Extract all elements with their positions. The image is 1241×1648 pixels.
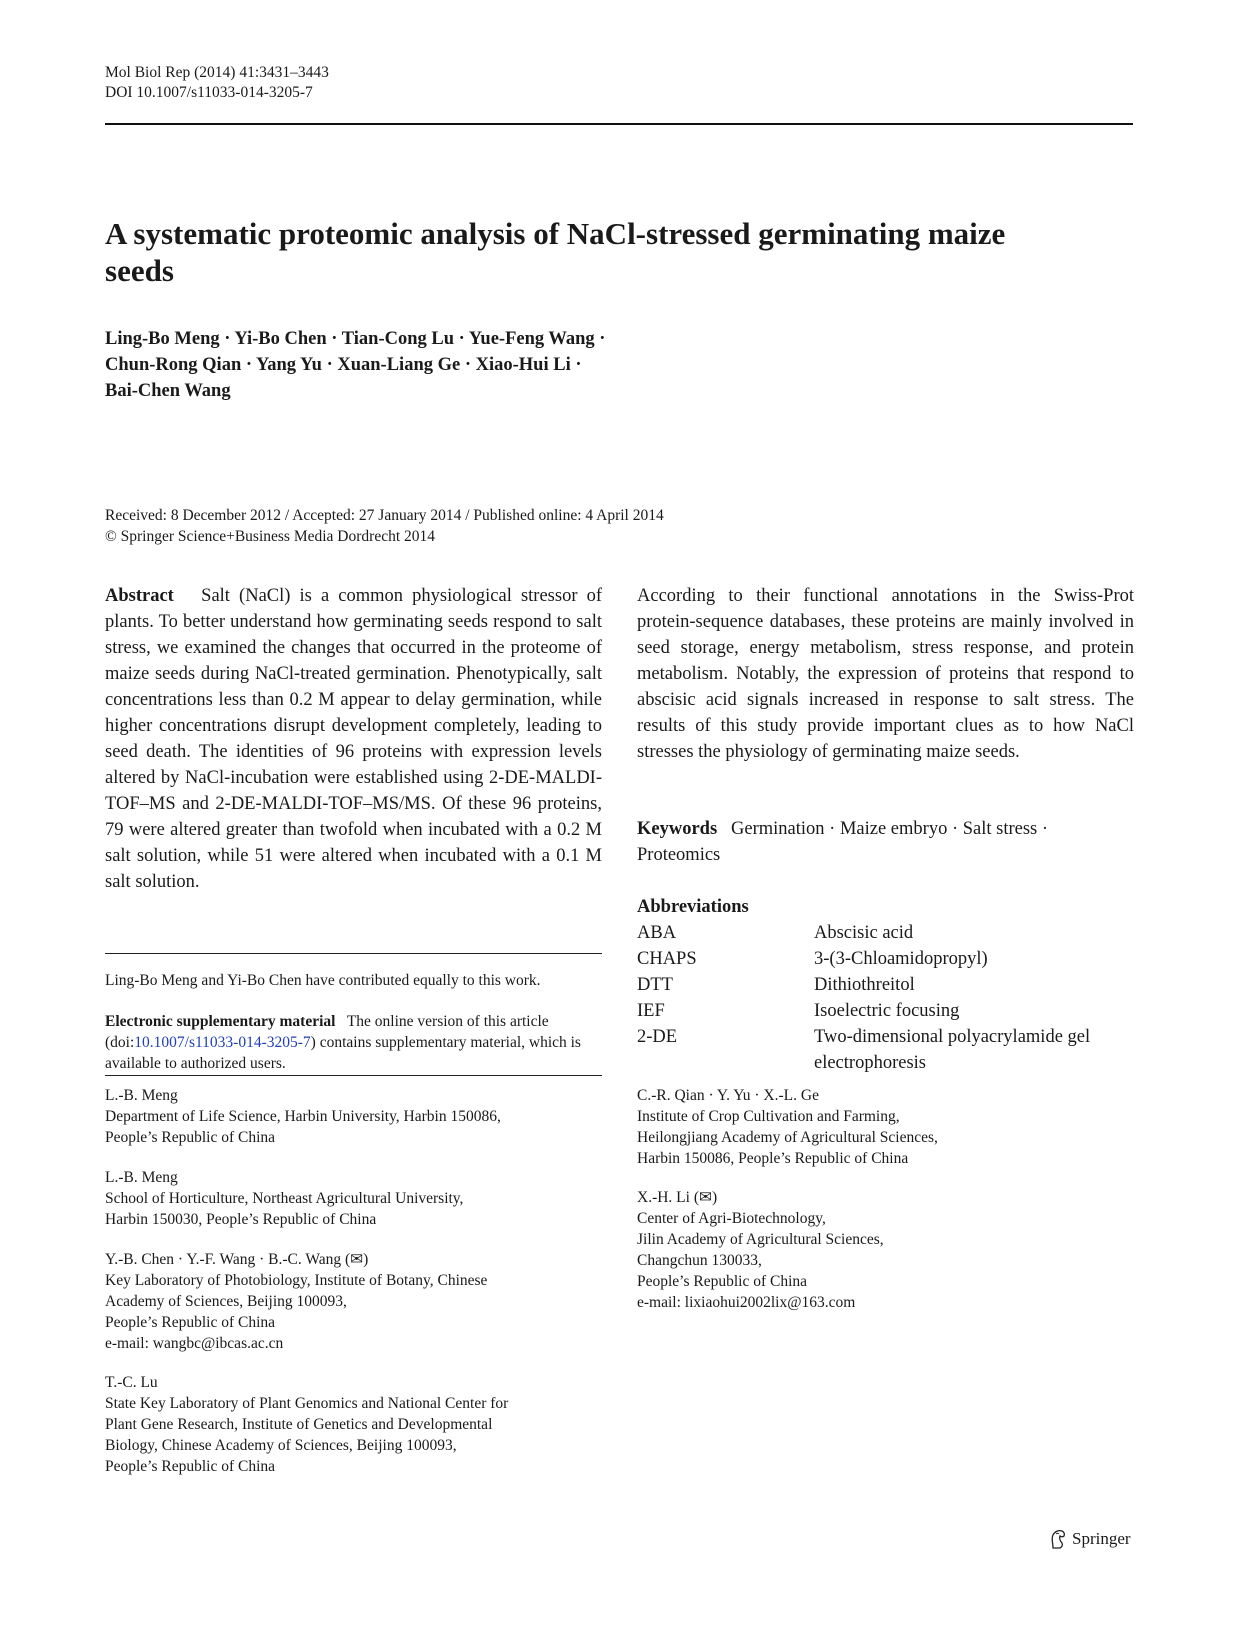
affiliation-block [637, 1085, 1134, 1169]
abbreviation-row [637, 1024, 1134, 1076]
affiliation-line: Plant Gene Research, Institute of Genetics and Developmental [105, 1416, 493, 1433]
affiliation-line: Center of Agri-Biotechnology, [637, 1210, 826, 1227]
paper-title: A systematic proteomic analysis of NaCl-stressed germinating maize seeds [105, 216, 1006, 288]
abbreviation-key: 2-DE [637, 1027, 678, 1047]
affiliation-name: L.-B. Meng [105, 1169, 178, 1186]
affiliation-line: People’s Republic of China [105, 1314, 276, 1331]
affiliation-line: State Key Laboratory of Plant Genomics and National Center for [105, 1395, 509, 1412]
author-line: Ling-Bo Meng · Yi-Bo Chen · Tian-Cong Lu · Yue-Feng Wang · [105, 329, 606, 349]
affiliation-name: T.-C. Lu [105, 1374, 158, 1391]
abstract-label: Abstract [105, 586, 174, 606]
affiliation-line: School of Horticulture, Northeast Agricultural University, [105, 1190, 464, 1207]
affiliation-block [637, 1187, 1134, 1313]
affiliation-line: Harbin 150086, People’s Republic of China [637, 1150, 909, 1167]
affiliation-line: Harbin 150030, People’s Republic of China [105, 1211, 377, 1228]
publication-dates [105, 505, 664, 547]
affiliation-name: X.-H. Li (✉) [637, 1189, 718, 1206]
affiliation-block [105, 1249, 602, 1354]
abbreviation-definition: Abscisic acid [814, 923, 914, 943]
affiliation-line: Department of Life Science, Harbin University, Harbin 150086, [105, 1108, 501, 1125]
abbreviation-key: ABA [637, 923, 677, 943]
header-rule [105, 123, 1133, 125]
publisher-logo [1048, 1528, 1131, 1550]
abbreviation-row [637, 998, 1134, 1024]
copyright-line: © Springer Science+Business Media Dordrecht 2014 [105, 528, 436, 545]
affiliation-line: Jilin Academy of Agricultural Sciences, [637, 1231, 884, 1248]
affiliation-line: People’s Republic of China [105, 1129, 276, 1146]
abbreviation-key: DTT [637, 975, 673, 995]
affiliation-block [105, 1372, 602, 1477]
abbreviation-row [637, 946, 1134, 972]
springer-horse-icon [1048, 1528, 1068, 1550]
keywords-label: Keywords [637, 819, 718, 839]
affiliation-line: Changchun 130033, [637, 1252, 762, 1269]
abbreviation-definition: Dithiothreitol [814, 975, 915, 995]
affiliation-block [105, 1167, 602, 1230]
affiliation-name: L.-B. Meng [105, 1087, 178, 1104]
author-line: Chun-Rong Qian · Yang Yu · Xuan-Liang Ge · Xiao-Hui Li · [105, 355, 582, 375]
abbreviation-row [637, 972, 1134, 998]
abbreviation-definition: Two-dimensional polyacrylamide gel electrophoresis [814, 1027, 1091, 1073]
affiliation-name: Y.-B. Chen · Y.-F. Wang · B.-C. Wang (✉) [105, 1251, 369, 1268]
footnote-rule [105, 953, 602, 954]
affiliation-line: Institute of Crop Cultivation and Farming, [637, 1108, 900, 1125]
esm-doi-link[interactable]: 10.1007/s11033-014-3205-7 [134, 1034, 311, 1051]
keywords-text: Germination · Maize embryo · Salt stress · Proteomics [637, 819, 1049, 865]
author-line: Bai-Chen Wang [105, 381, 231, 401]
affiliation-line: People’s Republic of China [637, 1273, 808, 1290]
keywords [637, 816, 1134, 868]
abbreviation-definition: 3-(3-Chloamidopropyl) [814, 949, 988, 969]
affiliation-email: e-mail: lixiaohui2002lix@163.com [637, 1294, 856, 1311]
abbreviation-row [637, 920, 1134, 946]
author-list [105, 326, 805, 404]
abbreviation-key: IEF [637, 1001, 665, 1021]
affiliation-line: Biology, Chinese Academy of Sciences, Beijing 100093, [105, 1437, 457, 1454]
abstract-left-column [105, 583, 602, 895]
esm-text-before: The online version of this article (doi: [105, 1013, 549, 1051]
esm-text-after: ) contains supplementary material, which is available to authorized users. [105, 1034, 581, 1072]
abbreviation-key: CHAPS [637, 949, 697, 969]
affiliation-line: Academy of Sciences, Beijing 100093, [105, 1293, 347, 1310]
abstract-right-column: According to their functional annotations in the Swiss-Prot protein-sequence databases, these proteins are mainly involved in seed storage, energy metabolism, stress response, and protein metabolism. Notably, the expression of proteins that respond to abscisic acid signals increased in response to salt stress. The results of this study provide important clues as to how NaCl stresses the physiology of germinating maize seeds. [637, 586, 1134, 762]
affiliation-block [105, 1085, 602, 1148]
abbreviations-table [637, 920, 1134, 1076]
affiliation-line: People’s Republic of China [105, 1458, 276, 1475]
history-dates: Received: 8 December 2012 / Accepted: 27 January 2014 / Published online: 4 April 2014 [105, 507, 664, 524]
abbreviations-title: Abbreviations [637, 897, 749, 917]
equal-contribution-note: Ling-Bo Meng and Yi-Bo Chen have contributed equally to this work. [105, 972, 541, 989]
doi-line: DOI 10.1007/s11033-014-3205-7 [105, 84, 313, 101]
journal-citation: Mol Biol Rep (2014) 41:3431–3443 [105, 64, 329, 81]
affiliation-email: e-mail: wangbc@ibcas.ac.cn [105, 1335, 284, 1352]
esm-label: Electronic supplementary material [105, 1013, 336, 1030]
esm-note [105, 1011, 602, 1074]
affiliation-line: Key Laboratory of Photobiology, Institute of Botany, Chinese [105, 1272, 488, 1289]
publisher-name: Springer [1072, 1529, 1131, 1548]
footnote-rule [105, 1075, 602, 1076]
affiliation-line: Heilongjiang Academy of Agricultural Sciences, [637, 1129, 938, 1146]
affiliation-name: C.-R. Qian · Y. Yu · X.-L. Ge [637, 1087, 819, 1104]
abbreviation-definition: Isoelectric focusing [814, 1001, 960, 1021]
journal-header [105, 63, 329, 103]
abstract-text-part1: Salt (NaCl) is a common physiological stressor of plants. To better understand how germinating seeds respond to salt stress, we examined the changes that occurred in the proteome of maize seeds during NaCl-treated germination. Phenotypically, salt concentrations less than 0.2 M appear to delay germination, while higher concentrations disrupt development completely, leading to seed death. The identities of 96 proteins with expression levels altered by NaCl-incubation were established using 2-DE-MALDI-TOF–MS and 2-DE-MALDI-TOF–MS/MS. Of these 96 proteins, 79 were altered greater than twofold when incubated with a 0.2 M salt solution, while 51 were altered when incubated with a 0.1 M salt solution. [105, 586, 602, 892]
